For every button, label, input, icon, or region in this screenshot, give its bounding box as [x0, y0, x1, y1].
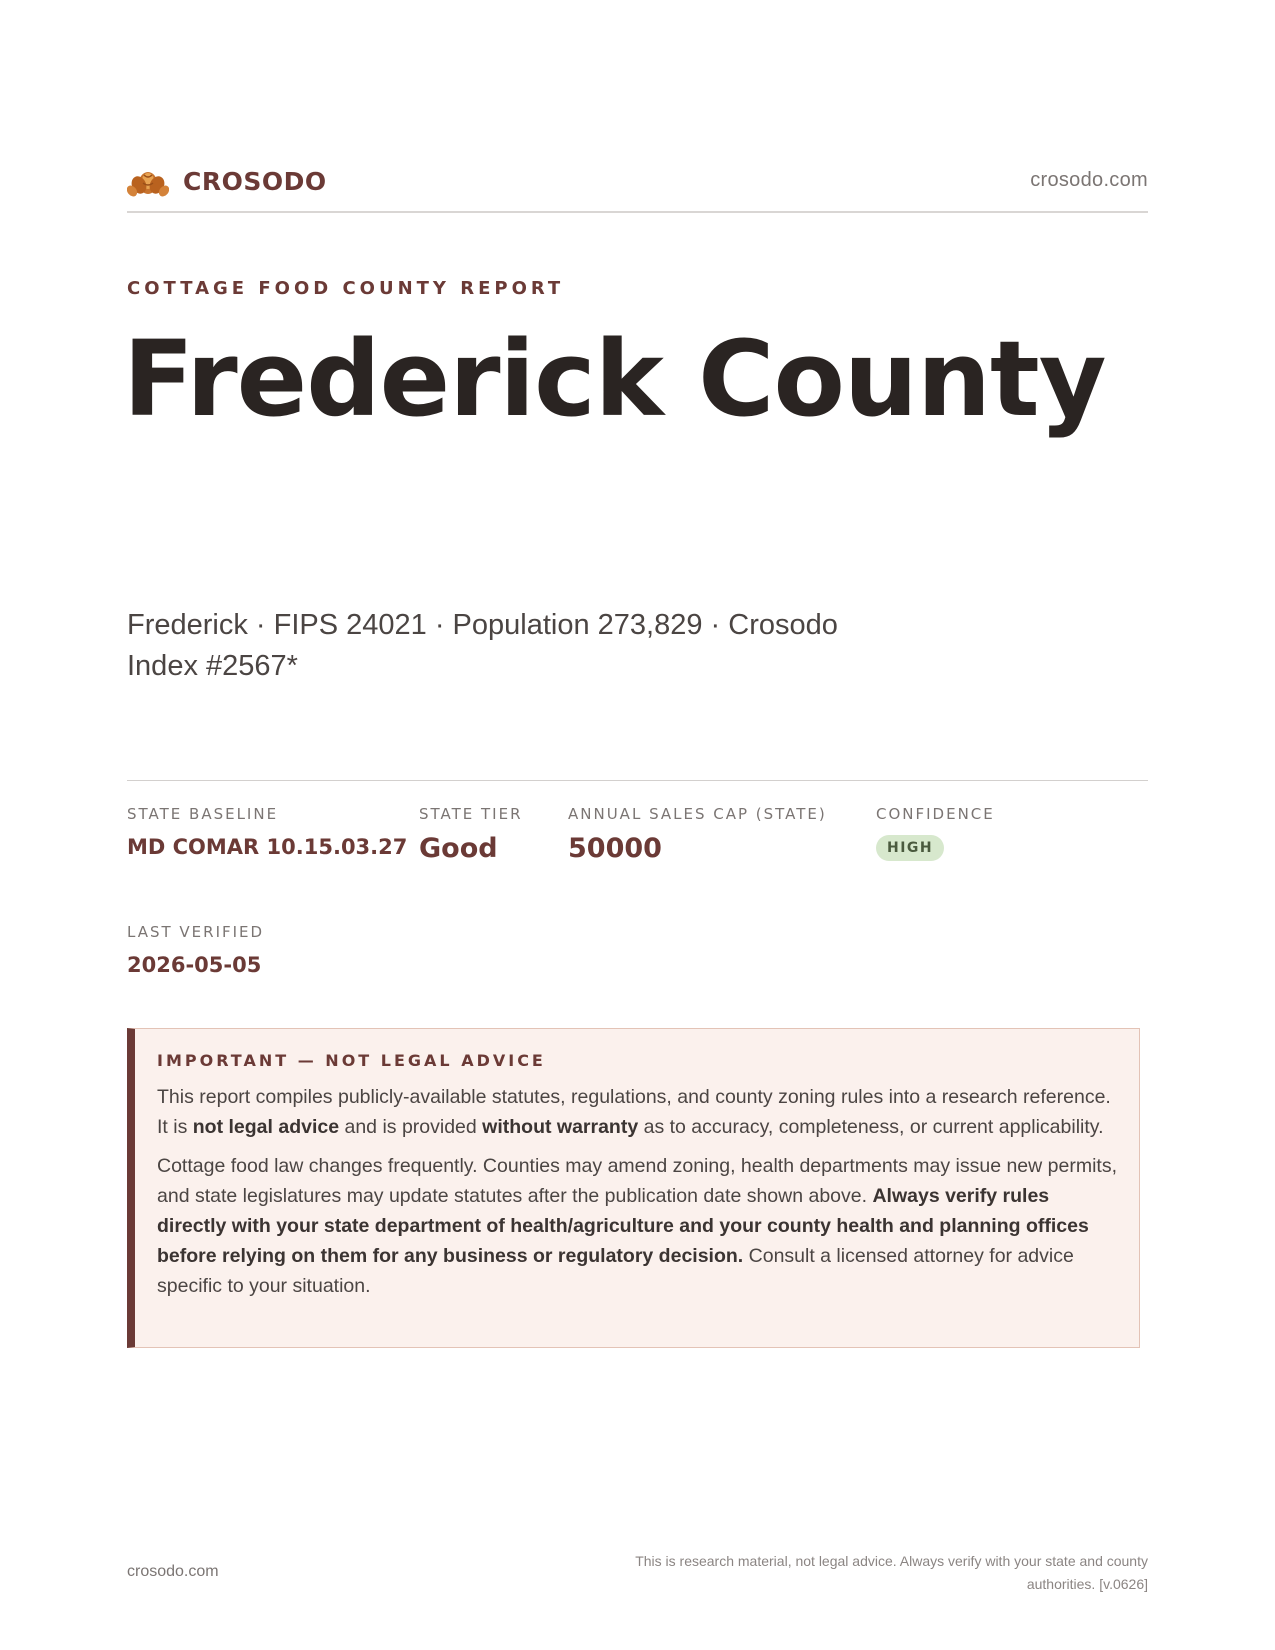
notice-text: as to accuracy, completeness, or current applicability. — [638, 1116, 1104, 1138]
stat-confidence — [876, 805, 995, 861]
croissant-icon — [127, 161, 169, 201]
brand-name: CROSODO — [183, 166, 327, 196]
notice-paragraph — [157, 1151, 1117, 1301]
stat-value: 50000 — [568, 833, 662, 864]
site-url-link[interactable]: crosodo.com — [1030, 169, 1148, 191]
report-eyebrow: COTTAGE FOOD COUNTY REPORT — [127, 278, 565, 299]
notice-text: Consult a licensed attorney for advice specific to your situation. — [157, 1245, 1074, 1297]
stat-label: ANNUAL SALES CAP (STATE) — [568, 805, 827, 823]
stat-label: LAST VERIFIED — [127, 923, 265, 941]
stat-value: Good — [419, 833, 498, 864]
legal-notice-box — [127, 1028, 1140, 1348]
notice-emphasis: Always verify rules directly with your state department of health/agriculture and your county health and planning offices before relying on them for any business or regulatory decision. — [157, 1185, 1089, 1267]
notice-emphasis: not legal advice — [192, 1116, 340, 1138]
stat-label: CONFIDENCE — [876, 805, 995, 823]
footer-site-link[interactable]: crosodo.com — [127, 1563, 219, 1580]
section-divider — [127, 780, 1148, 781]
notice-title: IMPORTANT — NOT LEGAL ADVICE — [157, 1051, 546, 1070]
stat-state-baseline — [127, 805, 407, 859]
page-title: Frederick County — [123, 318, 1106, 440]
stat-value: MD COMAR 10.15.03.27 — [127, 835, 408, 859]
county-summary-line: Frederick · FIPS 24021 · Population 273,829 · Crosodo Index #2567* — [127, 609, 838, 682]
confidence-badge: HIGH — [876, 835, 944, 861]
stat-sales-cap — [568, 805, 827, 864]
notice-text: and is provided — [339, 1116, 483, 1138]
notice-paragraph — [157, 1082, 1117, 1142]
page-header — [127, 155, 1148, 213]
stat-label: STATE BASELINE — [127, 805, 279, 823]
brand[interactable] — [127, 161, 327, 201]
stat-state-tier — [419, 805, 523, 864]
stat-last-verified — [127, 923, 264, 977]
notice-text: This report compiles publicly-available statutes, regulations, and county zoning rules into a research reference. It is — [157, 1086, 1111, 1138]
footer-disclaimer: This is research material, not legal advice. Always verify with your state and county authorities. [v.0626] — [635, 1553, 1148, 1592]
notice-text: Cottage food law changes frequently. Counties may amend zoning, health departments may issue new permits, and state legislatures may update statutes after the publication date shown above. — [157, 1155, 1117, 1207]
stat-value: 2026-05-05 — [127, 953, 262, 977]
report-page — [123, 0, 1148, 1650]
stat-label: STATE TIER — [419, 805, 523, 823]
notice-emphasis: without warranty — [482, 1116, 639, 1138]
